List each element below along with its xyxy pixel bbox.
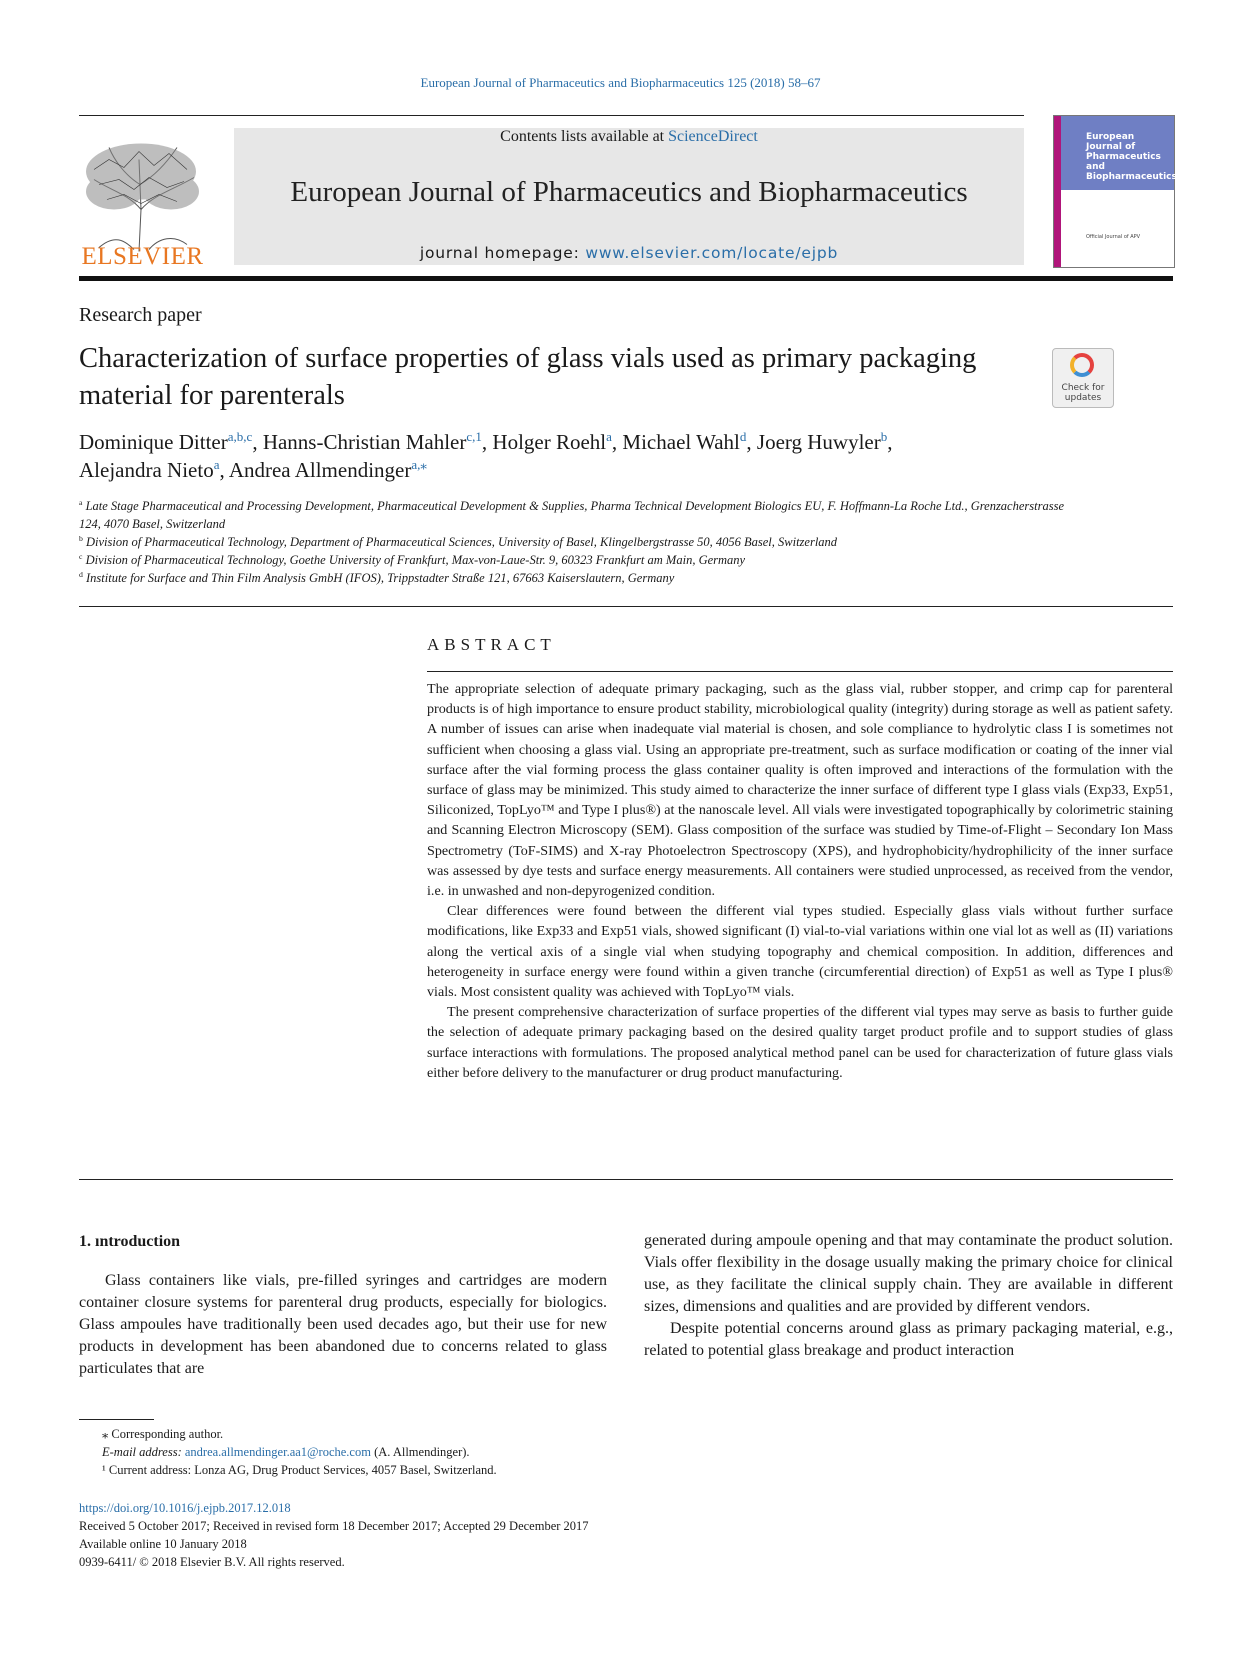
author-affiliation-marks[interactable]: b xyxy=(880,429,888,444)
article-metadata xyxy=(79,1499,879,1571)
email-link[interactable]: andrea.allmendinger.aa1@roche.com xyxy=(184,1445,371,1459)
author-list xyxy=(79,428,1079,484)
journal-title: European Journal of Pharmaceutics and Biopharmaceutics xyxy=(290,176,968,208)
author-name: Alejandra Nieto xyxy=(79,458,214,482)
email-note xyxy=(79,1443,779,1461)
affiliation xyxy=(79,551,1069,569)
body-paragraph: Despite potential concerns around glass as primary packaging material, e.g., related to potential glass breakage and product interaction xyxy=(644,1320,1173,1359)
author[interactable] xyxy=(79,430,252,454)
cover-title: European Journal of Pharmaceutics and Biopharmaceutics xyxy=(1086,132,1177,182)
article-type: Research paper xyxy=(79,304,202,326)
journal-citation[interactable]: European Journal of Pharmaceutics and Biopharmaceutics 125 (2018) 58–67 xyxy=(420,75,821,90)
contents-line xyxy=(234,128,1024,146)
contents-prefix: Contents lists available at xyxy=(500,128,669,145)
article-title: Characterization of surface properties of glass vials used as primary packaging material for parenterals xyxy=(79,343,977,411)
author[interactable] xyxy=(79,458,219,482)
online-date: Available online 10 January 2018 xyxy=(79,1537,247,1551)
email-label: E-mail address: xyxy=(102,1445,185,1459)
cover-strip xyxy=(1054,116,1061,267)
affiliation-list xyxy=(79,497,1069,587)
cover-footer: Official Journal of APV xyxy=(1086,234,1141,240)
affiliation-mark: d xyxy=(79,569,83,579)
corresponding-author-note: ⁎ Corresponding author. xyxy=(102,1427,224,1441)
homepage-prefix: journal homepage: xyxy=(419,244,586,262)
author-affiliation-marks[interactable]: a xyxy=(606,429,612,444)
abstract-paragraph: Clear differences were found between the different vial types studied. Especially glass vials without further surface modifications, like Exp33 and Exp51 vials, showed significant (I) vial-to-vial variations within one vial lot as well as (II) variations along the vertical axis of a single vial when studying topography and chemical composition. In addition, differences and heterogeneity in surface energy were found within a given tranche (circumferential direction) of Exp51 as well as Type I plus® vials. Most consistent quality was achieved with TopLyo™ vials. xyxy=(427,903,1173,1001)
affiliation xyxy=(79,497,1069,533)
check-for-updates-badge[interactable] xyxy=(1052,348,1114,408)
author-affiliation-marks[interactable]: a xyxy=(213,457,220,472)
author-name: Andrea Allmendinger xyxy=(228,458,412,482)
affiliation-rule xyxy=(79,606,1173,607)
author-separator: , xyxy=(219,458,229,482)
affiliation-mark: a xyxy=(79,497,83,507)
abstract-body xyxy=(427,679,1173,1083)
author-separator: , xyxy=(252,430,263,454)
author-name: Dominique Ditter xyxy=(79,430,228,454)
author-affiliation-marks[interactable]: a,b,c xyxy=(227,429,253,444)
left-column xyxy=(79,1270,607,1380)
updates-icon xyxy=(1070,353,1094,377)
check-for-updates-label: Check for updates xyxy=(1061,383,1105,403)
abstract-paragraph: The appropriate selection of adequate primary packaging, such as the glass vial, rubber stopper, and crimp cap for parenteral products is of high importance to ensure product stability, microbiological quality (integrity) during storage as well as patient safety. A number of issues can arise when inadequate vial material is chosen, and sole compliance to hydrolytic class I is sometimes not sufficient when choosing a glass vial. Using an appropriate pre-treatment, such as surface modification or coating of the inner vial surface after the vial forming process the glass container quality is often improved and interactions of the formulation with the surface of glass may be minimized. This study aimed to characterize the inner surface of different type I glass vials (Exp33, Exp51, Siliconized, TopLyo™ and Type I plus®) at the nanoscale level. All vials were investigated topographically by colorimetric staining and Scanning Electron Microscopy (SEM). Glass composition of the surface was studied by Time-of-Flight – Secondary Ion Mass Spectrometry (ToF-SIMS) and X-ray Photoelectron Spectroscopy (XPS), and hydrophobicity/hydrophilicity of the inner surface was assessed by dye tests and surface energy measurements. All containers were studied unprocessed, as received from the vendor, i.e. in unwashed and non-depyrogenized condition. xyxy=(427,681,1173,900)
body-paragraph: Glass containers like vials, pre-filled syringes and cartridges are modern container closure systems for parenteral drug products, especially for biologics. Glass ampoules have traditionally been used decades ago, but their use for new products in development has been abandoned due to concerns related to glass particulates that are xyxy=(79,1272,607,1377)
author-affiliation-marks[interactable]: d xyxy=(739,429,747,444)
author[interactable] xyxy=(492,430,612,454)
footnotes xyxy=(79,1425,779,1479)
author-affiliation-marks[interactable]: c,1 xyxy=(466,429,482,444)
right-column xyxy=(644,1230,1173,1362)
abstract-end-rule xyxy=(79,1179,1173,1180)
footnote-rule xyxy=(79,1419,154,1420)
author-separator: , xyxy=(611,430,623,454)
author[interactable] xyxy=(757,430,887,454)
author-name: Michael Wahl xyxy=(622,430,740,454)
abstract-heading: ABSTRACT xyxy=(427,635,556,654)
affiliation-mark: c xyxy=(79,551,83,561)
abstract-rule xyxy=(427,671,1173,672)
journal-cover-thumbnail[interactable] xyxy=(1053,115,1175,268)
author[interactable] xyxy=(263,430,482,454)
abstract-paragraph: The present comprehensive characterization of surface properties of the different vial types may serve as basis to further guide the selection of adequate primary packaging based on the desired quality target product profile and to support studies of glass surface interactions with formulations. The proposed analytical method panel can be used for characterization of future glass vials either before delivery to the manufacturer or drug product manufacturing. xyxy=(427,1004,1173,1081)
section-heading: 1. ıntroduction xyxy=(79,1233,181,1250)
author-separator: , xyxy=(746,430,757,454)
current-address-note: ¹ Current address: Lonza AG, Drug Product Services, 4057 Basel, Switzerland. xyxy=(102,1463,497,1477)
author-name: Joerg Huwyler xyxy=(756,430,881,454)
affiliation-mark: b xyxy=(79,533,83,543)
affiliation xyxy=(79,533,1069,551)
author-separator: , xyxy=(481,430,493,454)
author-affiliation-marks[interactable]: a,⁎ xyxy=(411,457,427,472)
author[interactable] xyxy=(229,458,427,482)
header-thick-rule xyxy=(79,276,1173,281)
elsevier-wordmark: ELSEVIER xyxy=(81,243,204,270)
author-name: Hanns-Christian Mahler xyxy=(262,430,467,454)
author-separator: , xyxy=(887,430,893,454)
affiliation-text: Institute for Surface and Thin Film Analysis GmbH (IFOS), Trippstadter Straße 121, 67663 Kaiserslautern, Germany xyxy=(86,571,675,585)
homepage-link[interactable]: www.elsevier.com/locate/ejpb xyxy=(585,244,839,262)
author-name: Holger Roehl xyxy=(492,430,607,454)
copyright: 0939-6411/ © 2018 Elsevier B.V. All rights reserved. xyxy=(79,1555,345,1569)
sciencedirect-link[interactable]: ScienceDirect xyxy=(668,128,758,145)
email-suffix: (A. Allmendinger). xyxy=(370,1445,470,1459)
received-dates: Received 5 October 2017; Received in revised form 18 December 2017; Accepted 29 December 2017 xyxy=(79,1519,589,1533)
author[interactable] xyxy=(622,430,746,454)
affiliation xyxy=(79,569,1069,587)
affiliation-text: Division of Pharmaceutical Technology, Department of Pharmaceutical Sciences, University of Basel, Klingelbergstrasse 50, 4056 Basel, Switzerland xyxy=(86,535,838,549)
affiliation-text: Division of Pharmaceutical Technology, Goethe University of Frankfurt, Max-von-Laue-Str. 9, 60323 Frankfurt am Main, Germany xyxy=(85,553,746,567)
body-paragraph: generated during ampoule opening and that may contaminate the product solution. Vials offer flexibility in the dosage usually making the primary choice for clinical use, as they facilitate the clinical supply chain. They are available in different sizes, dimensions and qualities and are provided by different vendors. xyxy=(644,1232,1173,1315)
doi-link[interactable]: https://doi.org/10.1016/j.ejpb.2017.12.018 xyxy=(79,1501,291,1515)
journal-homepage xyxy=(234,244,1024,262)
affiliation-text: Late Stage Pharmaceutical and Processing Development, Pharmaceutical Development & Supplies, Pharma Technical Development Biologics EU, F. Hoffmann-La Roche Ltd., Grenzacherstrasse 124, 4070 Basel, Switzerland xyxy=(79,499,1064,531)
cover-body xyxy=(1061,190,1174,267)
header-rule xyxy=(79,115,1024,116)
